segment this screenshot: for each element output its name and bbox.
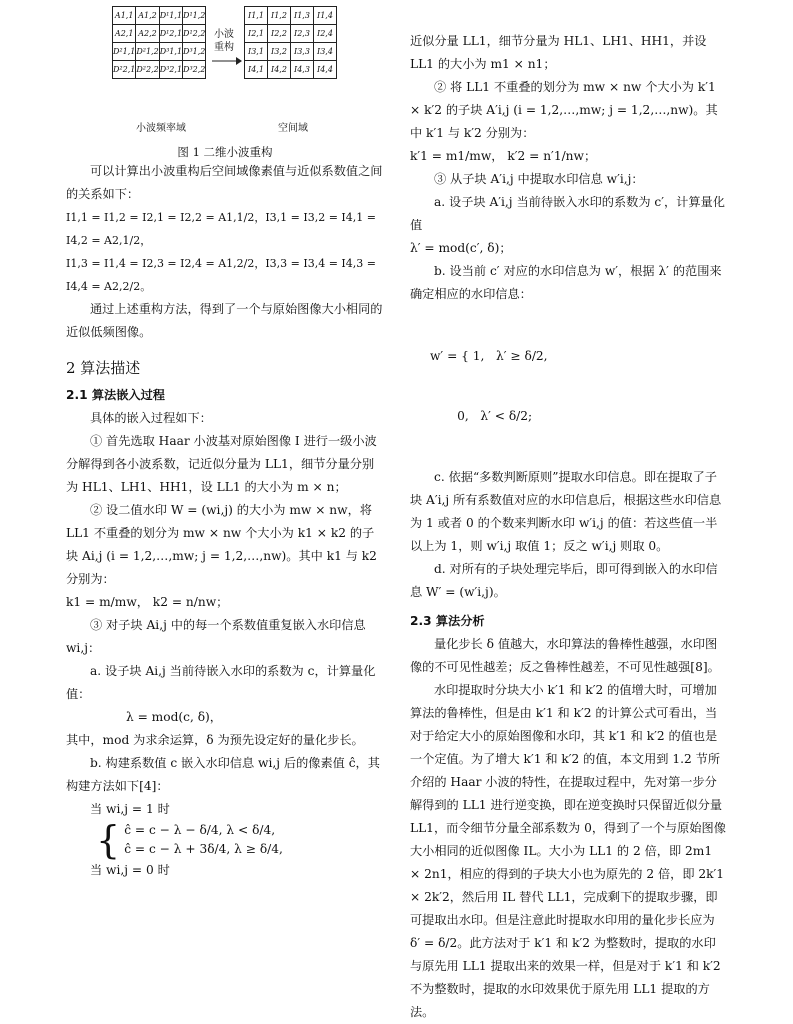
- grid-cell: D²2,1: [113, 61, 136, 79]
- grid-cell: I2,2: [268, 25, 291, 43]
- paragraph: ① 首先选取 Haar 小波基对原始图像 I 进行一级小波分解得到各小波系数，记近似分量为 LL1，细节分量分别为 HL1、LH1、HH1，设 LL1 的大小为 m × n；: [66, 434, 377, 494]
- arrow-label-line-2: 重构: [214, 42, 234, 53]
- equation: k′1 = m1/mw， k′2 = n′1/nw；: [410, 149, 597, 163]
- grid-cell: I3,4: [314, 43, 337, 61]
- right-arrow-icon: [212, 56, 242, 66]
- arrow-label: [214, 28, 234, 54]
- paragraph: b. 设当前 c′ 对应的水印信息为 w′，根据 λ′ 的范围来确定相应的水印信息：: [410, 264, 722, 301]
- grid-cell: I1,3: [291, 7, 314, 25]
- paragraph: ② 设二值水印 W = (wi,j) 的大小为 mw × nw，将 LL1 不重叠的划分为 mw × nw 个大小为 k1 × k2 的子块 Ai,j (i = 1,2,…,mw; j = 1,2,…,nw)。其中 k1 与 k2 分别为：: [66, 503, 377, 586]
- paragraph: 其中，mod 为求余运算，δ 为预先设定好的量化步长。: [66, 733, 364, 747]
- grid-cell: A2,2: [136, 25, 159, 43]
- piecewise-equation: [410, 306, 726, 466]
- left-brace-icon: {: [96, 818, 121, 862]
- figure-wavelet-reconstruction: [66, 0, 384, 160]
- paragraph: 量化步长 δ 值越大，水印算法的鲁棒性越强，水印图像的不可见性越差；反之鲁棒性越差，不可见性越强[8]。: [410, 637, 720, 674]
- grid-cell: I2,3: [291, 25, 314, 43]
- grid-cell: I2,4: [314, 25, 337, 43]
- grid-cell: D³1,2: [183, 43, 206, 61]
- grid-cell: D¹1,2: [183, 7, 206, 25]
- arrow-label-line-1: 小波: [214, 29, 234, 40]
- figure-caption: 图 1 二维小波重构: [177, 145, 273, 159]
- grid-cell: I3,2: [268, 43, 291, 61]
- grid-cell: I4,3: [291, 61, 314, 79]
- paragraph: ② 将 LL1 不重叠的划分为 mw × nw 个大小为 k′1 × k′2 的子块 A′i,j (i = 1,2,…,mw; j = 1,2,…,nw)。其中 k′1 与 k′2 分别为：: [410, 80, 718, 140]
- equation: k1 = m/mw， k2 = n/nw；: [66, 595, 229, 609]
- grid-cell: D³1,1: [159, 43, 182, 61]
- grid-cell: I1,2: [268, 7, 291, 25]
- paragraph: ③ 对子块 Ai,j 中的每一个系数值重复嵌入水印信息 wi,j：: [66, 618, 366, 655]
- equation: λ′ = mod(c′, δ)；: [410, 241, 512, 255]
- piecewise-equation: [66, 818, 384, 862]
- equation: I1,1 = I1,2 = I2,1 = I2,2 = A1,1/2，I3,1 = I3,2 = I4,1 = I4,2 = A2,1/2，: [66, 211, 376, 247]
- grid-cell: D¹1,1: [159, 7, 182, 25]
- equation: λ = mod(c, δ)，: [126, 710, 222, 724]
- grid-cell: D²2,2: [136, 61, 159, 79]
- paragraph: 当 wi,j = 0 时: [90, 863, 170, 877]
- frequency-domain-label: 小波频率域: [136, 123, 186, 134]
- paragraph: 水印提取时分块大小 k′1 和 k′2 的值增大时，可增加算法的鲁棒性，但是由 k′1 和 k′2 的计算公式可看出，当对于给定大小的原始图像和水印，其 k′1 和 k′2 的值也是一个定值。为了增大 k′1 和 k′2 的值，本文用到 1.2 节所介绍的 Haar 小波的特性，在提取过程中，先对第一步分解得到的 LL1 进行逆变换，即在逆变换时只保留近似分量 LL1，而令细节分量全部系数为 0，得到了一个与原始图像大小相同的近似图像 IL。大小为 LL1 的 2 倍，即 2m1 × 2n1，相应的得到的子块大小也为原先的 2 倍，即 2k′1 × 2k′2，然后用 IL 替代 LL1，完成剩下的提取步骤，即可提取出水印。但是注意此时提取水印用的量化步长应为 δ′ = δ/2。此方法对于 k′1 和 k′2 为整数时，提取的水印与原先用 LL1 提取出来的效果一样，但是对于 k′1 和 k′2 不为整数时，提取的水印效果优于原先用 LL1 提取的方法。: [410, 683, 726, 1019]
- spatial-domain-grid: [244, 6, 337, 79]
- left-column: [66, 0, 384, 882]
- paragraph: 当 wi,j = 1 时: [90, 802, 170, 816]
- grid-cell: I3,3: [291, 43, 314, 61]
- paragraph: c. 依据“多数判断原则”提取水印信息。即在提取了子块 A′i,j 所有系数值对应的水印信息后，根据这些水印信息为 1 或者 0 的个数来判断水印 w′i,j 的值：若这些值一半以上为 1，则 w′i,j 取值 1；反之 w′i,j 则取 0。: [410, 470, 722, 553]
- subsection-heading: 2.1 算法嵌入过程: [66, 388, 165, 402]
- equation: I1,3 = I1,4 = I2,3 = I2,4 = A1,2/2，I3,3 = I3,4 = I4,3 = I4,4 = A2,2/2。: [66, 257, 376, 293]
- paragraph: 具体的嵌入过程如下：: [90, 411, 212, 425]
- grid-cell: I3,1: [245, 43, 268, 61]
- grid-cell: A1,2: [136, 7, 159, 25]
- grid-cell: A2,1: [113, 25, 136, 43]
- grid-cell: A1,1: [113, 7, 136, 25]
- grid-cell: D³2,1: [159, 61, 182, 79]
- paragraph: 近似分量 LL1，细节分量为 HL1、LH1、HH1，并设 LL1 的大小为 m1 × n1；: [410, 34, 707, 71]
- grid-cell: I2,1: [245, 25, 268, 43]
- paragraph: 可以计算出小波重构后空间域像素值与近似系数值之间的关系如下：: [66, 164, 383, 201]
- grid-cell: D²1,2: [136, 43, 159, 61]
- grid-cell: D¹2,1: [159, 25, 182, 43]
- section-heading: 2 算法描述: [66, 359, 141, 377]
- grid-cell: I1,4: [314, 7, 337, 25]
- paragraph: d. 对所有的子块处理完毕后，即可得到嵌入的水印信息 W′ = (w′i,j)。: [410, 562, 718, 599]
- equation-case: w′ = { 1, λ′ ≥ δ/2,: [430, 349, 548, 363]
- grid-cell: I4,1: [245, 61, 268, 79]
- right-column: [410, 0, 726, 1024]
- paragraph: a. 设子块 A′i,j 当前待嵌入水印的系数为 c′，计算量化值: [410, 195, 725, 232]
- equation-case: ĉ = c − λ + 3δ/4, λ ≥ δ/4,: [124, 842, 283, 856]
- paragraph: b. 构建系数值 c 嵌入水印信息 wi,j 后的像素值 ĉ，其构建方法如下[4]：: [66, 756, 380, 793]
- spatial-domain-label: 空间域: [278, 123, 308, 134]
- grid-cell: I1,1: [245, 7, 268, 25]
- grid-cell: D²1,1: [113, 43, 136, 61]
- paragraph: 通过上述重构方法，得到了一个与原始图像大小相同的近似低频图像。: [66, 302, 383, 339]
- paragraph: ③ 从子块 A′i,j 中提取水印信息 w′i,j：: [434, 172, 644, 186]
- subsection-heading: 2.3 算法分析: [410, 614, 485, 628]
- paragraph: a. 设子块 Ai,j 当前待嵌入水印的系数为 c，计算量化值：: [66, 664, 376, 701]
- grid-cell: D¹2,2: [183, 25, 206, 43]
- equation-case: ĉ = c − λ − δ/4, λ < δ/4,: [124, 823, 276, 837]
- grid-cell: I4,4: [314, 61, 337, 79]
- equation-case: 0, λ′ < δ/2;: [430, 409, 533, 423]
- grid-cell: I4,2: [268, 61, 291, 79]
- grid-cell: D³2,2: [183, 61, 206, 79]
- frequency-domain-grid: [112, 6, 206, 79]
